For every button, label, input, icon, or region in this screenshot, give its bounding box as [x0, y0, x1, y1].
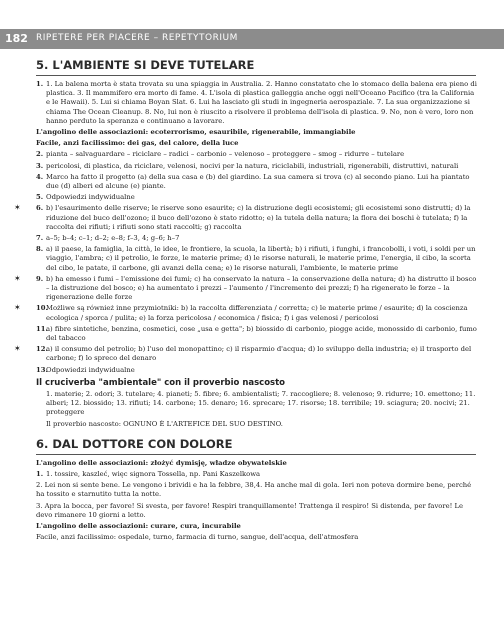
- exercise-item: [0, 193, 504, 202]
- exercise-item: [0, 481, 504, 499]
- exercise-text: Facile, anzi facilissimo: dei gas, del calore, della luce: [36, 139, 239, 148]
- exercise-text: a) il consumo del petrolio; b) l'uso del monopattino; c) il risparmio d'acqua; d) lo sviluppo della industria; e) il trasporto del carbone; f) lo spreco del denaro: [46, 345, 472, 363]
- exercise-item: [0, 245, 504, 273]
- exercise-text: 2. Lei non si sente bene. Le vengono i brividi e ha la febbre, 38,4. Ha anche mal di gola. Ieri non poteva dormire bene, perché ha tossito e starnutito tutta la notte.: [36, 481, 472, 499]
- exercise-number: 12.: [36, 345, 48, 354]
- exercise-item: [0, 139, 504, 148]
- exercise-item: [0, 204, 504, 232]
- exercise-number: 1.: [36, 469, 44, 478]
- exercise-number: 1.: [36, 80, 44, 88]
- exercise-text: 1. tossire, kaszleć, więc signora Tossella, np. Pani Kaszelkowa: [46, 469, 261, 478]
- section-title-ambiente: 5. L'AMBIENTE SI DEVE TUTELARE: [36, 58, 255, 72]
- section-title-dottore: 6. DAL DOTTORE CON DOLORE: [36, 436, 233, 451]
- exercise-item: [0, 162, 504, 171]
- star-icon: ✶: [14, 344, 21, 354]
- crossword-answers: 1. materie; 2. odori; 3. tutelare; 4. pianeti; 5. fibre; 6. ambientalisti; 7. raccogliere; 8. velenoso; 9. ridurre; 10. emettono; 11. alberi; 12. biossido; 13. rifiuti; 14. carbone; 15. denaro; 16. sprecare; 17. risorse; 18. terribile; 19. sciagura; 20. nocivi; 21. proteggere: [46, 389, 476, 417]
- exercise-text: a–5; b–4; c–1; d–2; e–8; f–3, 4; g–6; h–7: [46, 234, 180, 243]
- exercise-number: 8.: [36, 245, 44, 254]
- exercise-list-ambiente: [0, 80, 504, 375]
- exercise-text: L'angolino delle associazioni: ecoterrorismo, esauribile, rigenerabile, immangiabile: [36, 128, 356, 137]
- exercise-number: 9.: [36, 274, 44, 283]
- exercise-item: [0, 366, 504, 375]
- star-icon: ✶: [14, 273, 21, 283]
- section-divider: [36, 75, 476, 76]
- exercise-number: 2.: [36, 150, 44, 159]
- exercise-item: [0, 275, 504, 303]
- page-content: [0, 58, 504, 544]
- exercise-number: 5.: [36, 193, 44, 202]
- exercise-item: [0, 80, 504, 126]
- exercise-text: Odpowiedzi indywidualne: [46, 193, 135, 202]
- exercise-text: b) l'esaurimento delle riserve; le riserve sono esaurite; c) la distruzione degli ecosistemi; gli ecosistemi sono distrutti; d) la riduzione del buco dell'ozono; il buco dell'ozono è stato ridotto; e) la tutela della natura; la flora dei boschi è tutelata; f) la raccolta dei rifiuti; i rifiuti sono stati raccolti; g) raccolta: [46, 204, 471, 231]
- exercise-number: 7.: [36, 234, 44, 243]
- exercise-item: [0, 173, 504, 191]
- exercise-list-dottore: [0, 470, 504, 520]
- exercise-item: [0, 470, 504, 479]
- exercise-item: [0, 234, 504, 243]
- exercise-number: 6.: [36, 204, 44, 213]
- exercise-number: 11.: [36, 324, 48, 333]
- header-title: RIPETERE PER PIACERE – REPETYTORIUM: [36, 33, 238, 43]
- associations-line: L'angolino delle associazioni: złożyć dymisję, władze obywatelskie: [36, 458, 287, 467]
- exercise-text: Marco ha fatto il progetto (a) della sua casa e (b) del giardino. La sua camera si trova (c) al secondo piano. Lui ha piantato due (d) alberi ed alcune (e) piante.: [46, 172, 470, 191]
- star-icon: ✶: [14, 203, 21, 213]
- exercise-item: [0, 304, 504, 322]
- exercise-text: Odpowiedzi indywidualne: [46, 365, 135, 374]
- exercise-text: 3. Apra la bocca, per favore! Si svesta, per favore! Respiri tranquillamente! Trattenga il respiro! Si distenda, per favore! Le devo rimanere 10 giorni a letto.: [36, 501, 464, 519]
- associations-line-2: L'angolino delle associazioni: curare, cura, incurabile: [36, 521, 241, 530]
- exercise-item: [0, 345, 504, 363]
- star-icon: ✶: [14, 303, 21, 313]
- exercise-text: a) il paese, la famiglia, la città, le idee, le frontiere, la scuola, la libertà; b) i rifiuti, i funghi, i francobolli, i voti, i soldi per un viaggio, l'ambra; c) il petrolio, le forze, le materie prime; d) le risorse naturali, le materie prime, l'energia, il cibo, la scorta del cibo, le patate, il carbone, gli avanzi della cena; e) le risorse naturali, l'ambiente, le materie prime: [46, 245, 476, 272]
- exercise-item: [0, 325, 504, 343]
- exercise-number: 3.: [36, 161, 44, 170]
- exercise-item: [0, 128, 504, 137]
- exercise-text: 1. La balena morta è stata trovata su una spiaggia in Australia. 2. Hanno constatato che lo stomaco della balena era pieno di plastica. 3. Il mammifero era morto di fame. 4. L'isola di plastica galleggia anche oggi nell'Oceano Pacifico (tra la California e le Hawaii). 5. Lui si chiama Boyan Slat. 6. Lui ha lasciato gli studi in ingegneria aerospaziale. 7. La sua organizzazione si chiama The Ocean Cleanup. 8. No, lui non è riuscito a risolvere il problema dell'isola di plastica. 9. No, non è vero, loro non hanno perduto la speranza e continuano a lavorare.: [46, 80, 477, 125]
- exercise-text: a) fibre sintetiche, benzina, cosmetici, cose „usa e getta"; b) biossido di carbonio, piogge acide, monossido di carbonio, fumo del tabacco: [46, 324, 477, 343]
- section-divider: [36, 454, 476, 455]
- crossword-title: Il cruciverba "ambientale" con il proverbio nascosto: [36, 377, 286, 388]
- exercise-text: pericolosi, di plastica, da riciclare, velenosi, nocivi per la natura, riciclabili, industriali, rigenerabili, distruttivi, naturali: [46, 161, 459, 170]
- exercise-text: pianta – salvaguardare – riciclare – radici – carbonio – velenoso – proteggere – smog – ridurre – tutelare: [46, 150, 405, 159]
- exercise-number: 13.: [36, 365, 48, 374]
- exercise-item: [0, 502, 504, 520]
- exercise-text: Możliwe są również inne przymiotniki: b) la raccolta differenziata / corretta; c) le materie prime / esaurite; d) la coscienza ecologica / sporca / pulita; e) la forza pericolosa / economica / fisica; f) i gas velenosi / pericolosi: [46, 304, 468, 322]
- crossword-proverb: Il proverbio nascosto: OGNUNO È L'ARTEFICE DEL SUO DESTINO.: [46, 419, 283, 428]
- page-number: 182: [5, 32, 28, 45]
- exercise-number: 10.: [36, 304, 48, 313]
- facile-line: Facile, anzi facilissimo: ospedale, turno, farmacia di turno, sangue, dell'acqua, dell'atmosfera: [36, 533, 359, 542]
- page-header: [0, 29, 504, 49]
- exercise-number: 4.: [36, 172, 44, 181]
- exercise-item: [0, 150, 504, 159]
- exercise-text: b) ha emesso i fumi – l'emissione dei fumi; c) ha conservato la natura – la conservazione della natura; d) ha distrutto il bosco – la distruzione del bosco; e) ha aumentato i prezzi – l'aumento / l'incremento dei prezzi; f) ha rigenerato le forze – la rigenerazione delle forze: [46, 274, 477, 302]
